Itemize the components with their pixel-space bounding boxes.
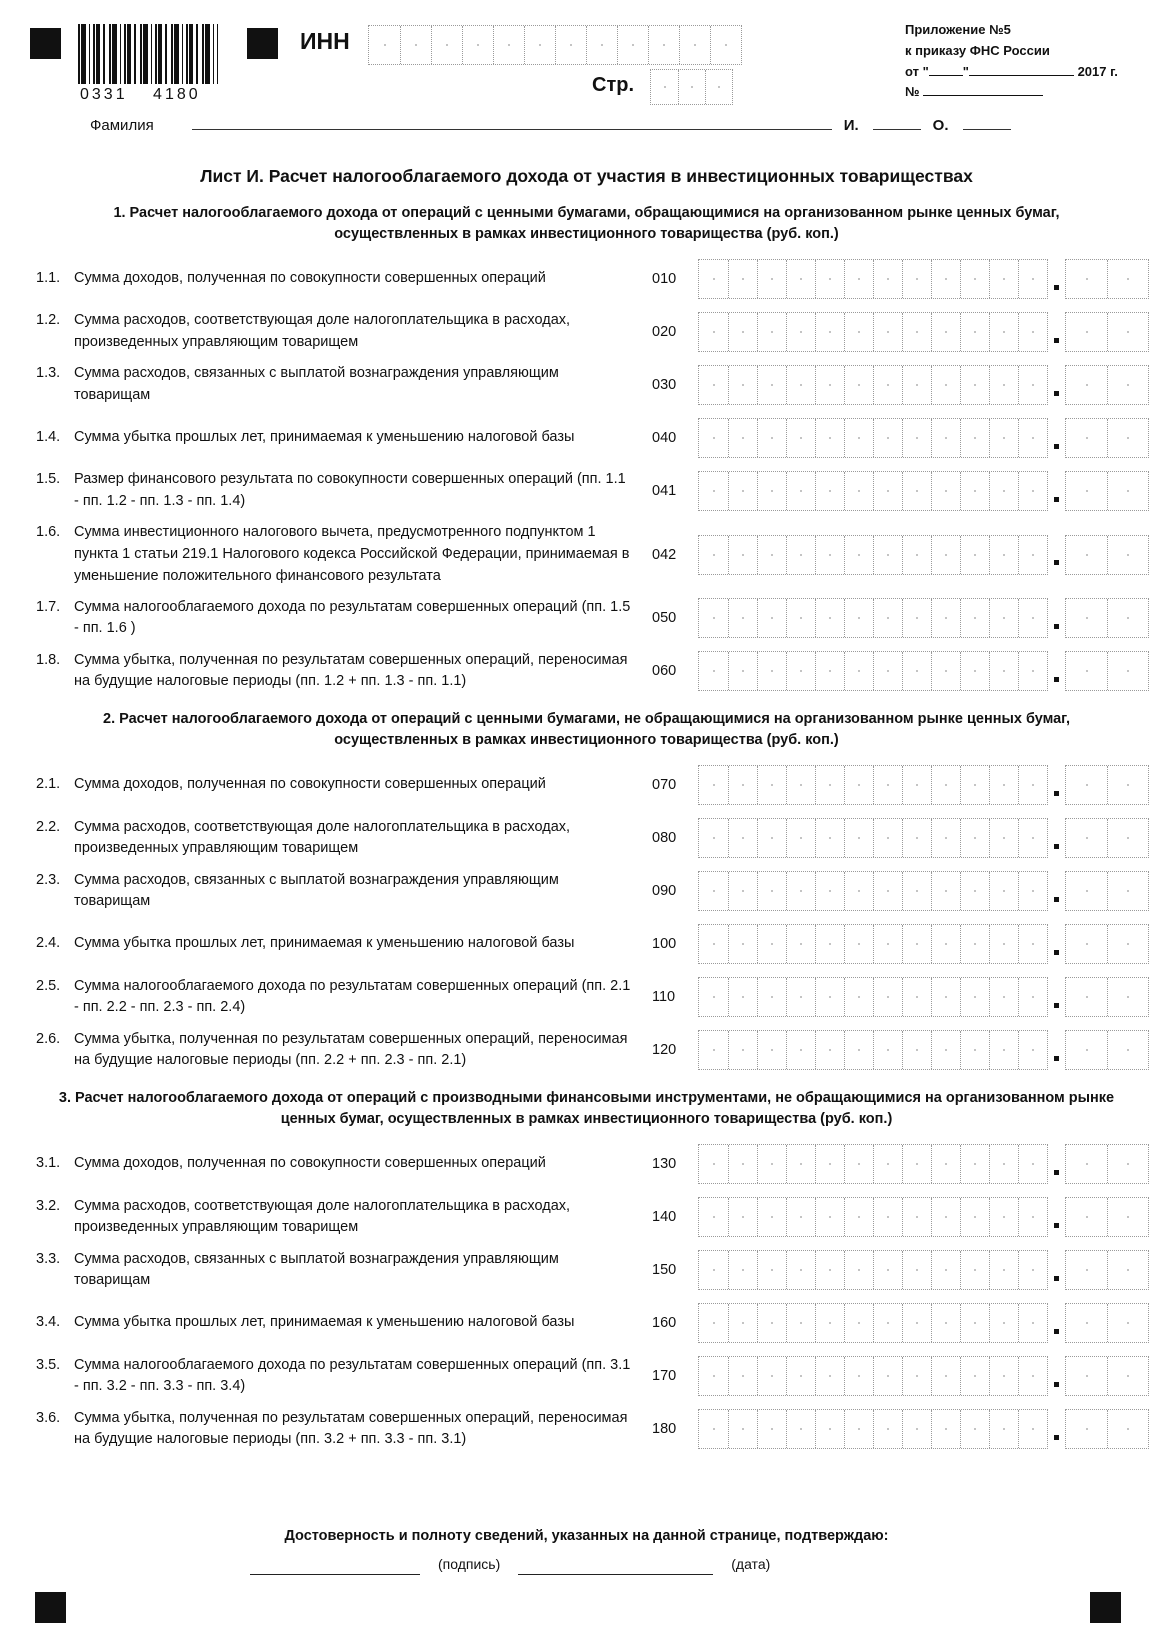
amount-rubles-input[interactable] <box>698 1250 1048 1290</box>
row-number: 3.1. <box>36 1155 61 1172</box>
row-text: Сумма убытка, полученная по результатам совершенных операций, переносимая на будущие налоговые периоды (пп. 3.2 + пп. 3.3 - пп. 3.1) <box>74 1409 628 1448</box>
amount-field <box>698 598 1149 638</box>
form-row <box>0 816 1173 860</box>
field-code: 042 <box>652 546 677 563</box>
row-description <box>36 1408 634 1452</box>
field-code: 020 <box>652 324 677 341</box>
amount-rubles-input[interactable] <box>698 1144 1048 1184</box>
field-code: 010 <box>652 271 677 288</box>
appendix-note <box>905 20 1118 103</box>
row-description <box>36 1029 634 1073</box>
appendix-date-line <box>905 62 1118 83</box>
registration-mark-bottom-right-icon <box>1090 1592 1121 1623</box>
form-row <box>0 416 1173 460</box>
decimal-separator-icon <box>1054 1056 1059 1061</box>
section-heading: 2. Расчет налогооблагаемого дохода от операций с ценными бумагами, не обращающимися на организованном рынке ценных бумаг, осуществленных в рамках инвестиционного товарищества (руб. коп.) <box>103 711 1070 749</box>
form-row <box>0 469 1173 513</box>
form-row <box>0 310 1173 354</box>
row-number: 3.2. <box>36 1197 61 1214</box>
row-number: 3.5. <box>36 1356 61 1373</box>
row-description <box>36 1312 634 1334</box>
amount-rubles-input[interactable] <box>698 818 1048 858</box>
decimal-separator-icon <box>1054 1382 1059 1387</box>
decimal-separator-icon <box>1054 1223 1059 1228</box>
form-row <box>0 649 1173 693</box>
row-number: 3.4. <box>36 1314 61 1331</box>
decimal-separator-icon <box>1054 1276 1059 1281</box>
field-code: 150 <box>652 1262 677 1279</box>
row-number: 1.7. <box>36 598 61 615</box>
section-rows <box>0 1142 1173 1451</box>
signature-label: (подпись) <box>438 1556 501 1572</box>
decimal-separator-icon <box>1054 497 1059 502</box>
amount-field <box>698 1303 1149 1343</box>
decimal-separator-icon <box>1054 1003 1059 1008</box>
row-text: Сумма расходов, соответствующая доле налогоплательщика в расходах, произведенных управляющим товарищем <box>74 1197 571 1236</box>
surname-row <box>0 114 1173 134</box>
amount-rubles-input[interactable] <box>698 651 1048 691</box>
field-code: 070 <box>652 777 677 794</box>
appendix-line2: к приказу ФНС России <box>905 42 1050 58</box>
row-text: Сумма убытка прошлых лет, принимаемая к уменьшению налоговой базы <box>74 429 575 446</box>
amount-rubles-input[interactable] <box>698 259 1048 299</box>
field-code: 041 <box>652 483 677 500</box>
row-number: 2.4. <box>36 935 61 952</box>
form-row <box>0 975 1173 1019</box>
amount-rubles-input[interactable] <box>698 1197 1048 1237</box>
amount-field <box>698 1356 1149 1396</box>
amount-field <box>698 924 1149 964</box>
row-text: Сумма убытка прошлых лет, принимаемая к уменьшению налоговой базы <box>74 935 575 952</box>
form-row <box>0 1195 1173 1239</box>
row-text: Сумма расходов, связанных с выплатой вознаграждения управляющим товарищам <box>74 1250 559 1289</box>
amount-kopecks-input[interactable] <box>1065 924 1149 964</box>
amount-rubles-input[interactable] <box>698 1356 1048 1396</box>
row-description <box>36 1249 634 1293</box>
decimal-separator-icon <box>1054 624 1059 629</box>
decimal-separator-icon <box>1054 391 1059 396</box>
field-code: 090 <box>652 883 677 900</box>
appendix-number-sign: № <box>905 84 920 100</box>
appendix-from: от " <box>905 63 929 79</box>
form-section <box>0 1088 1173 1451</box>
amount-kopecks-input[interactable] <box>1065 1409 1149 1449</box>
row-text: Сумма инвестиционного налогового вычета, предусмотренного подпунктом 1 пункта 1 статьи 219.1 Налогового кодекса Российской Федерации, принимаемая в уменьшение положительного финансового результата <box>74 524 630 584</box>
form-row <box>0 763 1173 807</box>
row-description <box>36 933 634 955</box>
field-code: 050 <box>652 610 677 627</box>
appendix-month-blank[interactable] <box>969 63 1074 76</box>
decimal-separator-icon <box>1054 897 1059 902</box>
row-number: 2.5. <box>36 977 61 994</box>
amount-kopecks-input[interactable] <box>1065 871 1149 911</box>
field-code: 060 <box>652 663 677 680</box>
first-initial-input-line[interactable] <box>873 114 921 130</box>
page-number-label: Стр. <box>592 74 635 96</box>
row-text: Сумма расходов, связанных с выплатой вознаграждения управляющим товарищам <box>74 871 559 910</box>
decimal-separator-icon <box>1054 338 1059 343</box>
patronymic-initial-input-line[interactable] <box>963 114 1011 130</box>
decimal-separator-icon <box>1054 1329 1059 1334</box>
date-label: (дата) <box>731 1556 771 1572</box>
decimal-separator-icon <box>1054 791 1059 796</box>
registration-mark-top-left-icon <box>30 28 61 59</box>
row-text: Сумма расходов, связанных с выплатой вознаграждения управляющим товарищам <box>74 365 559 404</box>
amount-field <box>698 765 1149 805</box>
row-number: 2.2. <box>36 818 61 835</box>
amount-field <box>698 1409 1149 1449</box>
decimal-separator-icon <box>1054 677 1059 682</box>
field-code: 140 <box>652 1209 677 1226</box>
surname-input-line[interactable] <box>192 114 832 130</box>
field-code: 120 <box>652 1042 677 1059</box>
amount-kopecks-input[interactable] <box>1065 418 1149 458</box>
section-heading: 1. Расчет налогооблагаемого дохода от операций с ценными бумагами, обращающимися на организованном рынке ценных бумаг, осуществленных в рамках инвестиционного товарищества (руб. коп.) <box>113 205 1060 243</box>
barcode-number: 0331 4180 <box>80 86 201 103</box>
amount-rubles-input[interactable] <box>698 871 1048 911</box>
confirmation-statement: Достоверность и полноту сведений, указанных на данной странице, подтверждаю: <box>284 1528 889 1544</box>
amount-kopecks-input[interactable] <box>1065 1144 1149 1184</box>
decimal-separator-icon <box>1054 1170 1059 1175</box>
form-sections <box>0 203 1173 1451</box>
appendix-number-line <box>905 82 1118 103</box>
form-row <box>0 922 1173 966</box>
row-text: Сумма расходов, соответствующая доле налогоплательщика в расходах, произведенных управляющим товарищем <box>74 818 571 857</box>
field-code: 160 <box>652 1315 677 1332</box>
amount-kopecks-input[interactable] <box>1065 1030 1149 1070</box>
amount-kopecks-input[interactable] <box>1065 1197 1149 1237</box>
appendix-line1: Приложение №5 <box>905 22 1011 37</box>
row-description <box>36 310 634 354</box>
decimal-separator-icon <box>1054 950 1059 955</box>
row-number: 1.4. <box>36 429 61 446</box>
surname-label: Фамилия <box>90 117 154 134</box>
row-description <box>36 427 634 449</box>
amount-kopecks-input[interactable] <box>1065 259 1149 299</box>
row-number: 1.5. <box>36 471 61 488</box>
amount-rubles-input[interactable] <box>698 1030 1048 1070</box>
form-row <box>0 363 1173 407</box>
row-description <box>36 1196 634 1240</box>
row-number: 2.6. <box>36 1030 61 1047</box>
amount-kopecks-input[interactable] <box>1065 1250 1149 1290</box>
patronymic-initial-label: О. <box>932 117 949 134</box>
amount-rubles-input[interactable] <box>698 765 1048 805</box>
registration-mark-top-left2-icon <box>247 28 278 59</box>
row-text: Сумма доходов, полученная по совокупности совершенных операций <box>74 776 546 793</box>
section-heading: 3. Расчет налогооблагаемого дохода от операций с производными финансовыми инструментами, не обращающимися на организованном рынке ценных бумаг, осуществленных в рамках инвестиционного товарищества (руб. коп.) <box>58 1090 1115 1128</box>
row-number: 1.3. <box>36 365 61 382</box>
amount-kopecks-input[interactable] <box>1065 818 1149 858</box>
form-row <box>0 1301 1173 1345</box>
amount-kopecks-input[interactable] <box>1065 312 1149 352</box>
form-row <box>0 1142 1173 1186</box>
row-description <box>36 1153 634 1175</box>
amount-kopecks-input[interactable] <box>1065 598 1149 638</box>
amount-kopecks-input[interactable] <box>1065 977 1149 1017</box>
form-row <box>0 1028 1173 1072</box>
amount-field <box>698 651 1149 691</box>
amount-field <box>698 535 1149 575</box>
amount-kopecks-input[interactable] <box>1065 651 1149 691</box>
row-number: 1.8. <box>36 651 61 668</box>
amount-kopecks-input[interactable] <box>1065 365 1149 405</box>
decimal-separator-icon <box>1054 844 1059 849</box>
field-code: 030 <box>652 377 677 394</box>
first-initial-label: И. <box>843 117 859 134</box>
row-number: 2.3. <box>36 871 61 888</box>
row-number: 1.2. <box>36 312 61 329</box>
row-description <box>36 774 634 796</box>
form-row <box>0 1248 1173 1292</box>
amount-field <box>698 1250 1149 1290</box>
row-text: Сумма налогооблагаемого дохода по результатам совершенных операций (пп. 2.1 - пп. 2.2 - пп. 2.3 - пп. 2.4) <box>74 977 631 1016</box>
row-description <box>36 597 634 641</box>
appendix-number-blank[interactable] <box>923 83 1043 96</box>
page-title: Лист И. Расчет налогооблагаемого дохода от участия в инвестиционных товариществах <box>200 166 973 186</box>
decimal-separator-icon <box>1054 1435 1059 1440</box>
amount-field <box>698 259 1149 299</box>
amount-rubles-input[interactable] <box>698 1303 1048 1343</box>
decimal-separator-icon <box>1054 285 1059 290</box>
amount-rubles-input[interactable] <box>698 1409 1048 1449</box>
amount-field <box>698 977 1149 1017</box>
field-code: 080 <box>652 830 677 847</box>
amount-rubles-input[interactable] <box>698 312 1048 352</box>
amount-field <box>698 471 1149 511</box>
amount-kopecks-input[interactable] <box>1065 1356 1149 1396</box>
signature-input-line[interactable] <box>250 1574 420 1575</box>
amount-field <box>698 1030 1149 1070</box>
amount-rubles-input[interactable] <box>698 977 1048 1017</box>
registration-mark-bottom-left-icon <box>35 1592 66 1623</box>
row-text: Размер финансового результата по совокупности совершенных операций (пп. 1.1 - пп. 1.2 - пп. 1.3 - пп. 1.4) <box>74 471 626 510</box>
row-number: 1.6. <box>36 524 61 541</box>
amount-field <box>698 312 1149 352</box>
form-section <box>0 203 1173 693</box>
row-number: 1.1. <box>36 270 61 287</box>
amount-rubles-input[interactable] <box>698 418 1048 458</box>
amount-rubles-input[interactable] <box>698 924 1048 964</box>
row-description <box>36 522 634 587</box>
row-description <box>36 363 634 407</box>
form-row <box>0 522 1173 587</box>
amount-kopecks-input[interactable] <box>1065 1303 1149 1343</box>
field-code: 110 <box>652 989 676 1006</box>
row-description <box>36 650 634 694</box>
field-code: 170 <box>652 1368 677 1385</box>
appendix-quote: " <box>962 63 969 79</box>
field-code: 040 <box>652 430 677 447</box>
amount-kopecks-input[interactable] <box>1065 535 1149 575</box>
field-code: 180 <box>652 1421 677 1438</box>
date-input-line[interactable] <box>518 1574 713 1575</box>
form-section <box>0 709 1173 1072</box>
appendix-year: 2017 г. <box>1077 63 1118 79</box>
row-text: Сумма убытка прошлых лет, принимаемая к уменьшению налоговой базы <box>74 1314 575 1331</box>
amount-field <box>698 871 1149 911</box>
amount-rubles-input[interactable] <box>698 598 1048 638</box>
form-row <box>0 869 1173 913</box>
field-code: 100 <box>652 936 677 953</box>
section-rows <box>0 257 1173 693</box>
row-description <box>36 870 634 914</box>
amount-field <box>698 365 1149 405</box>
decimal-separator-icon <box>1054 560 1059 565</box>
row-description <box>36 817 634 861</box>
row-text: Сумма налогооблагаемого дохода по результатам совершенных операций (пп. 3.1 - пп. 3.2 - пп. 3.3 - пп. 3.4) <box>74 1356 631 1395</box>
row-text: Сумма доходов, полученная по совокупности совершенных операций <box>74 270 546 287</box>
appendix-day-blank[interactable] <box>929 63 963 76</box>
amount-kopecks-input[interactable] <box>1065 471 1149 511</box>
amount-kopecks-input[interactable] <box>1065 765 1149 805</box>
signature-row <box>250 1556 950 1575</box>
row-description <box>36 469 634 513</box>
form-row <box>0 257 1173 301</box>
row-description <box>36 976 634 1020</box>
form-row <box>0 596 1173 640</box>
row-number: 3.6. <box>36 1409 61 1426</box>
inn-input[interactable] <box>368 25 742 65</box>
page-number-input[interactable] <box>650 69 733 105</box>
section-rows <box>0 763 1173 1072</box>
row-text: Сумма убытка, полученная по результатам совершенных операций, переносимая на будущие налоговые периоды (пп. 2.2 + пп. 2.3 - пп. 2.1) <box>74 1030 628 1069</box>
row-text: Сумма налогооблагаемого дохода по результатам совершенных операций (пп. 1.5 - пп. 1.6 ) <box>74 598 631 637</box>
row-text: Сумма доходов, полученная по совокупности совершенных операций <box>74 1155 546 1172</box>
amount-rubles-input[interactable] <box>698 535 1048 575</box>
form-barcode-icon <box>78 24 218 84</box>
amount-field <box>698 1144 1149 1184</box>
decimal-separator-icon <box>1054 444 1059 449</box>
amount-rubles-input[interactable] <box>698 471 1048 511</box>
row-number: 2.1. <box>36 776 61 793</box>
inn-label: ИНН <box>300 28 350 54</box>
row-text: Сумма убытка, полученная по результатам совершенных операций, переносимая на будущие налоговые периоды (пп. 1.2 + пп. 1.3 - пп. 1.1) <box>74 651 628 690</box>
amount-field <box>698 418 1149 458</box>
row-text: Сумма расходов, соответствующая доле налогоплательщика в расходах, произведенных управляющим товарищем <box>74 312 571 351</box>
amount-field <box>698 818 1149 858</box>
form-row <box>0 1407 1173 1451</box>
amount-field <box>698 1197 1149 1237</box>
amount-rubles-input[interactable] <box>698 365 1048 405</box>
row-description <box>36 1355 634 1399</box>
form-row <box>0 1354 1173 1398</box>
form-header <box>0 0 1173 150</box>
row-description <box>36 268 634 290</box>
field-code: 130 <box>652 1156 677 1173</box>
row-number: 3.3. <box>36 1250 61 1267</box>
